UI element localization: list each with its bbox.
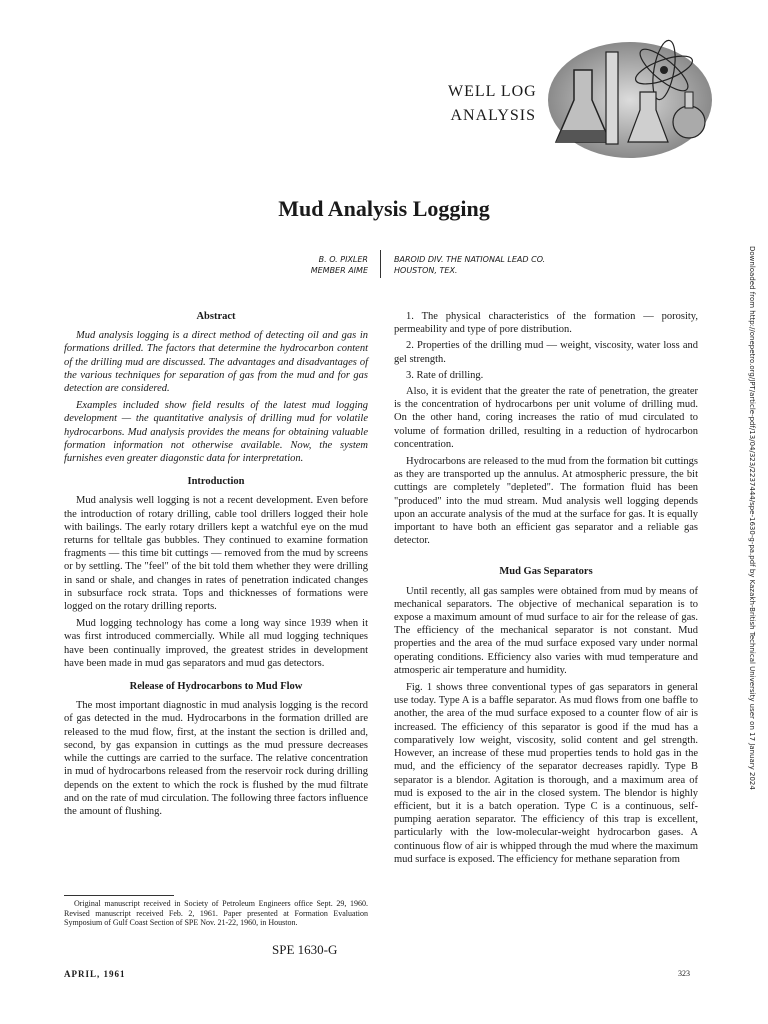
introduction-heading: Introduction — [187, 476, 245, 488]
abstract-heading: Abstract — [196, 311, 236, 322]
author-block — [240, 254, 368, 276]
body-paragraph: Until recently, all gas samples were obtained from mud by means of mechanical separators. The objective of mechanical separation is to expose a maximum amount of mud surface to air for the release of gas. The efficiency of the mechanical separator is not constant. Mud properties and the area of the mud surface exposed vary under normal operating conditions. Efficiency also varies with mud temperature and atmosperic air temperature and humidity. — [394, 585, 698, 676]
byline-divider — [380, 250, 381, 278]
separators-heading: Mud Gas Separators — [499, 566, 593, 578]
list-item: 2. Properties of the drilling mud — weight, viscosity, water loss and gel strength. — [394, 340, 698, 365]
footnote: Original manuscript received in Society of Petroleum Engineers office Sept. 29, 1960. Revised manuscript received Feb. 2, 1961. Paper presented at Formation Evaluation Symposium of Gulf Coast Section of SPE Nov. 21-22, 1960, in Houston. — [64, 899, 368, 928]
author-membership: MEMBER AIME — [310, 266, 368, 275]
section-heading-line2: ANALYSIS — [450, 107, 536, 124]
download-watermark — [744, 246, 756, 986]
body-paragraph: Hydrocarbons are released to the mud from the formation bit cuttings as they are transported up the annulus. At atmospheric pressure, the bit cuttings are completely "depleted". The formation fluid has been "produced" into the mud stream. Mud analysis well logging depends upon an accurate analysis of the mud at the surface for gas. It is equally important to have both an efficient gas separator and a reliable gas detector. — [394, 456, 698, 547]
download-watermark-text: Downloaded from http://onepetro.org/JPT/article-pdf/13/04/323/2237444/spe-1630-g-pa.pdf by Kazakh-British Technical University user on 17 January 2024 — [748, 246, 756, 790]
laboratory-emblem-illustration — [544, 30, 716, 160]
paper-title: Mud Analysis Logging — [278, 196, 490, 221]
body-paragraph: Mud analysis well logging is not a recent development. Even before the introduction of rotary drilling, cable tool drillers logged their hole with bailings. The early rotary drillers kept a watchful eye on the mud returns for telltale gas bubbles. They continued to examine formation fragments — this time bit cuttings — removed from the mud by screens or by settling. The "feel" of the bit told them whether they were drilling in sand or shale, and changes in rates of penetration indicated changes in subsurface rock strata. Tops and thicknesses of formations were logged on the rotary drilling reports. — [64, 495, 368, 613]
abstract-paragraph: Examples included show field results of the latest mud logging development — the quantitative analysis of drilling mud for volatile hydrocarbons. Mud analysis provides the means for obtaining valuable formation information not otherwise available. Now, the system furnishes even greater diagonstic data for interpretation. — [64, 400, 368, 465]
body-paragraph: Also, it is evident that the greater the rate of penetration, the greater is the concentration of hydrocarbons per unit volume of drilling mud. On the other hand, coring increases the ratio of mud circulated to volume of formation drilled, resulting in a reduction of hydrocarbon concentration. — [394, 386, 698, 450]
affiliation-line-1: BAROID DIV. THE NATIONAL LEAD CO. — [394, 255, 546, 264]
abstract-paragraph: Mud analysis logging is a direct method of detecting oil and gas in formations drilled. The factors that determine the hydrocarbon content of the drilling mud are discussed. The advantages and disadvantages of the various techniques for separation of gas from the mud and for gas detection are considered. — [64, 330, 368, 395]
affiliation-block — [394, 254, 614, 276]
affiliation-line-2: HOUSTON, TEX. — [394, 266, 458, 275]
footer-date: APRIL, 1961 — [64, 969, 126, 979]
spe-paper-number: SPE 1630-G — [272, 942, 338, 957]
body-paragraph: The most important diagnostic in mud analysis logging is the record of gas detected in the mud. Hydrocarbons in the formation drilled are released to the mud flow, first, at the instant the section is drilled and, second, by gas expansion in cuttings as the mud pressure decreases while the cuttings are carried to the surface. The relative concentration in mud of hydrocarbons released from the reservoir rock during drilling depends on the extent to which the rock is flushed by the mud filtrate and on the rate of mud circulation. The following three factors influence the amount of flushing. — [64, 700, 368, 817]
list-item: 3. Rate of drilling. — [406, 369, 484, 381]
author-name: B. O. PIXLER — [318, 255, 368, 264]
release-heading: Release of Hydrocarbons to Mud Flow — [129, 681, 303, 693]
body-paragraph: Fig. 1 shows three conventional types of gas separators in general use today. Type A is a baffle separator. As mud flows from one baffle to another, the area of the mud surface exposed to a counter flow of air is increased. The efficiency of this separator is good if the mud has a comparatively low weight, viscosity, solid content and gel strength. However, an increase of these mud properties tends to hold gas in the mud, and the efficiency of the separator decreases rapidly. Type B separator is a blendor. Agitation is thorough, and a maximum area of mud is exposed to the air in the closed system. The blendor is highly efficient, but it is a batch operation. Type C is a continuous, self-pumping aeration separator. The efficiency of this trap is excellent, particularly with the low-molecular-weight hydrocarbon gases. A continuous flow of air is whipped through the mud where the maximum mud surface is exposed. The efficiency for methane separation from — [394, 682, 698, 865]
list-item: 1. The physical characteristics of the formation — porosity, permeability and type of pore distribution. — [394, 311, 698, 336]
page-number: 323 — [678, 969, 690, 978]
left-column — [64, 310, 368, 822]
footnote-rule — [64, 895, 174, 896]
abstract-section — [64, 310, 368, 465]
body-paragraph: Mud logging technology has come a long way since 1939 when it was first introduced commercially. While all mud logging techniques have been continually improved, the greatest strides in development have been made in mud gas separators and mud gas detectors. — [64, 618, 368, 669]
right-column — [394, 310, 698, 870]
section-heading — [448, 80, 536, 128]
section-heading-line1: WELL LOG — [448, 83, 537, 100]
